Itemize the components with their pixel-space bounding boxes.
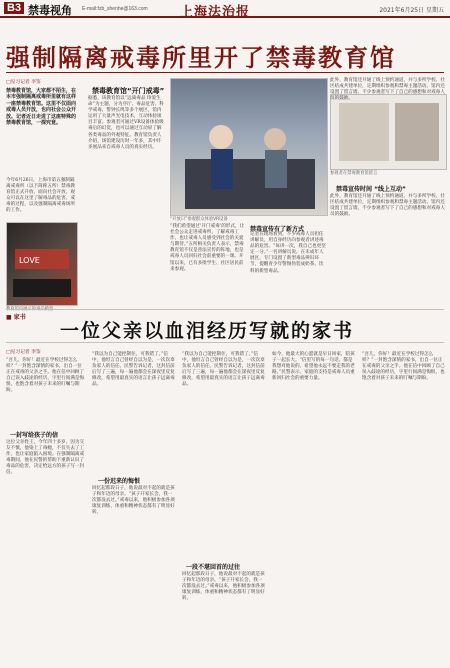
svg-text:LOVE: LOVE	[19, 256, 40, 265]
story1-col2-text: 据悉，该教育馆以“远离毒品 珍爱生命”为主题，分为序厅、毒品危害、科学戒毒、警钟长鸣等多个展区，馆内运用了大量声光电技术，互动体验项目丰富。参观者可通过VR设备体验吸毒后的幻觉，也可以通过互动屏了解各类毒品的外观特征。教育馆负责人介绍，场馆建设历时一年多，其中许多展品来自戒毒人员的真实经历。	[88, 96, 164, 150]
story1-para1	[6, 178, 76, 218]
issue-date: 2021年6月25日 星期五	[379, 7, 444, 14]
story2-col4b	[182, 572, 266, 662]
story1-col5-text: 此外，教育馆还开通了线上预约通道，并与多所学校、社区结成共建单位，定期组织参观和禁毒主题活动。馆内还设置了留言墙，不少参观者写下了自己的感想和对戒毒人员的鼓励。	[330, 194, 445, 218]
story1-col3	[170, 224, 246, 304]
page-header	[0, 0, 450, 18]
story1-sub1: 禁毒教育馆“开门戒毒”	[92, 87, 165, 95]
story2-col5-text: 如今，他最大的心愿就是早日回家，陪孩子一起长大。“信里写的每一句话，都是我想对他说的。希望他永远不要走我的老路。”民警表示，家庭的支持是戒毒人员重新回归社会的重要力量。	[272, 352, 355, 382]
story1-lead-text: 禁毒教育馆，大家都不陌生，在本市强制隔离戒毒所里就有这样一座禁毒教育馆。这里不仅面向戒毒人员开放，也向社会公众开放。记者近日走进了这座特殊的禁毒教育馆，一探究竟。	[6, 88, 77, 127]
photo-message-art	[331, 95, 446, 169]
masthead: 上海法治报	[180, 5, 251, 20]
story2-sub3: 一段不堪回首的过往	[186, 564, 241, 571]
story1-sub2: 禁毒宣传有了新方式	[250, 226, 305, 233]
story-divider	[6, 309, 444, 310]
photo-vr-art	[171, 79, 327, 215]
header-email: E-mail:fzb_shenhe@163.com	[82, 6, 148, 12]
story2-col1	[6, 358, 86, 426]
story2-col3-wrap	[92, 352, 176, 472]
page-number: B3	[4, 2, 24, 14]
story2-headline: 一位父亲以血泪经历写就的家书	[60, 320, 355, 342]
photo-message-wall	[330, 94, 447, 170]
story2-sub2: 一份迟来的悔恨	[98, 478, 141, 485]
story1-col2	[88, 96, 166, 302]
story2-col4-text: 回忆起那段日子，他说最对不起的就是孩子和年迈的母亲。“孩子开家长会，我一次都没去过。”戒毒以来，他积极参加各项康复训练，体重和精神状态都有了明显好转。	[92, 486, 175, 516]
story1-col5-text-top: 此外，教育馆还开通了线上预约通道，并与多所学校、社区结成共建单位，定期组织参观和禁毒主题活动。馆内还设置了留言墙，不少参观者写下了自己的感想和对戒毒人员的鼓励。	[330, 78, 445, 102]
story2-col3-text-b: “我以为自己能控制住，可我错了。”信中，他坦言自己曾经自以为是，一次次辜负家人的信任。民警告诉记者，这封信前后写了三遍，每一遍他都会在深夜里反复修改，希望用最真实的语言让孩子远离毒品。	[182, 352, 265, 388]
story2-col3b	[92, 486, 176, 662]
story2-byline: □见习记者 李鉴	[6, 350, 41, 355]
story2-sub1: 一封写给孩子的信	[10, 432, 59, 439]
story1-para1-text: 今年6月26日，上海市第五强制隔离戒毒所（以下简称五所）禁毒教育馆正式开放，面向社会开放，观众可以在这里了解毒品的危害、戒毒的过程，以及强制隔离戒毒场所的工作。	[6, 178, 75, 214]
story1-right-text	[330, 78, 445, 102]
story2-col6	[362, 352, 446, 662]
story1-headline: 强制隔离戒毒所里开了禁毒教育馆	[6, 44, 396, 72]
story2-col1-text: “吾儿，你好！最近在学校过得怎么样？”一封饱含深情的家书，出自一位正在戒毒的父亲之手。他在信中回顾了自己误入歧途的经历，字里行间满是悔恨，也饱含着对孩子未来的叮嘱与期盼。	[6, 358, 85, 394]
divider	[6, 72, 444, 73]
story2-col4	[182, 352, 266, 552]
caption-2: “开放日”参观群众体验VR设备	[170, 217, 228, 222]
photo-drug-models-art	[7, 223, 77, 305]
section-title: 禁毒视角	[28, 4, 72, 17]
story2-col6-text: “吾儿，你好！最近在学校过得怎么样？”一封饱含深情的家书，出自一位正在戒毒的父亲之手。他在信中回顾了自己误入歧途的经历，字里行间满是悔恨，也饱含着对孩子未来的叮嘱与期盼。	[362, 352, 445, 382]
story2-col5	[272, 352, 356, 662]
story1-lead	[6, 88, 76, 176]
photo-vr-experience	[170, 78, 328, 216]
caption-3: 参观者在禁毒教育馆留言	[330, 171, 378, 176]
story2-col2-text: 这位父亲姓王，今年四十多岁。因为交友不慎，他染上了毒瘾，不仅失去了工作，也让家庭陷入困境。在强制隔离戒毒期间，他在民警的帮助下重新认识了毒品的危害，决定给远方的孩子写一封信。	[6, 440, 85, 476]
story1-col5	[330, 194, 445, 304]
story1-sub3: 禁毒宣传时间 “线上互动”	[336, 186, 406, 193]
story2-col4b-text: 回忆起那段日子，他说最对不起的就是孩子和年迈的母亲。“孩子开家长会，我一次都没去过。”戒毒以来，他积极参加各项康复训练，体重和精神状态都有了明显好转。	[182, 572, 265, 602]
story2-divider	[6, 342, 444, 343]
photo-drug-models	[6, 222, 78, 306]
story2-tag: ■ 家书	[6, 314, 26, 321]
story1-col4-text: 记者在现场看到，不少戒毒人员担任讲解员，用自身经历向参观者讲述毒品的危害。“每讲一次，我自己也更坚定一分。”一名讲解员说。在未成年人展区，专门设置了新型毒品辨识环节，提醒青少年警惕伪装成奶茶、饮料的新型毒品。	[250, 232, 326, 274]
story1-byline: □见习记者 李鉴	[6, 80, 41, 85]
story2-col2	[6, 440, 86, 662]
story1-col3-text: “我们希望通过‘开门戒毒’的形式，让社会公众走进戒毒所，了解戒毒工作，也让戒毒人员感受到社会的关爱与期待。”五所相关负责人表示，禁毒教育馆不仅是普法宣传的阵地，也是戒毒人员回归社会前重要的一课。开馆以来，已有多批学生、社区居民前来参观。	[170, 224, 245, 272]
story1-col4	[250, 232, 326, 304]
story2-col3-text: “我以为自己能控制住，可我错了。”信中，他坦言自己曾经自以为是，一次次辜负家人的信任。民警告诉记者，这封信前后写了三遍，每一遍他都会在深夜里反复修改，希望用最真实的语言让孩子远离毒品。	[92, 352, 175, 388]
